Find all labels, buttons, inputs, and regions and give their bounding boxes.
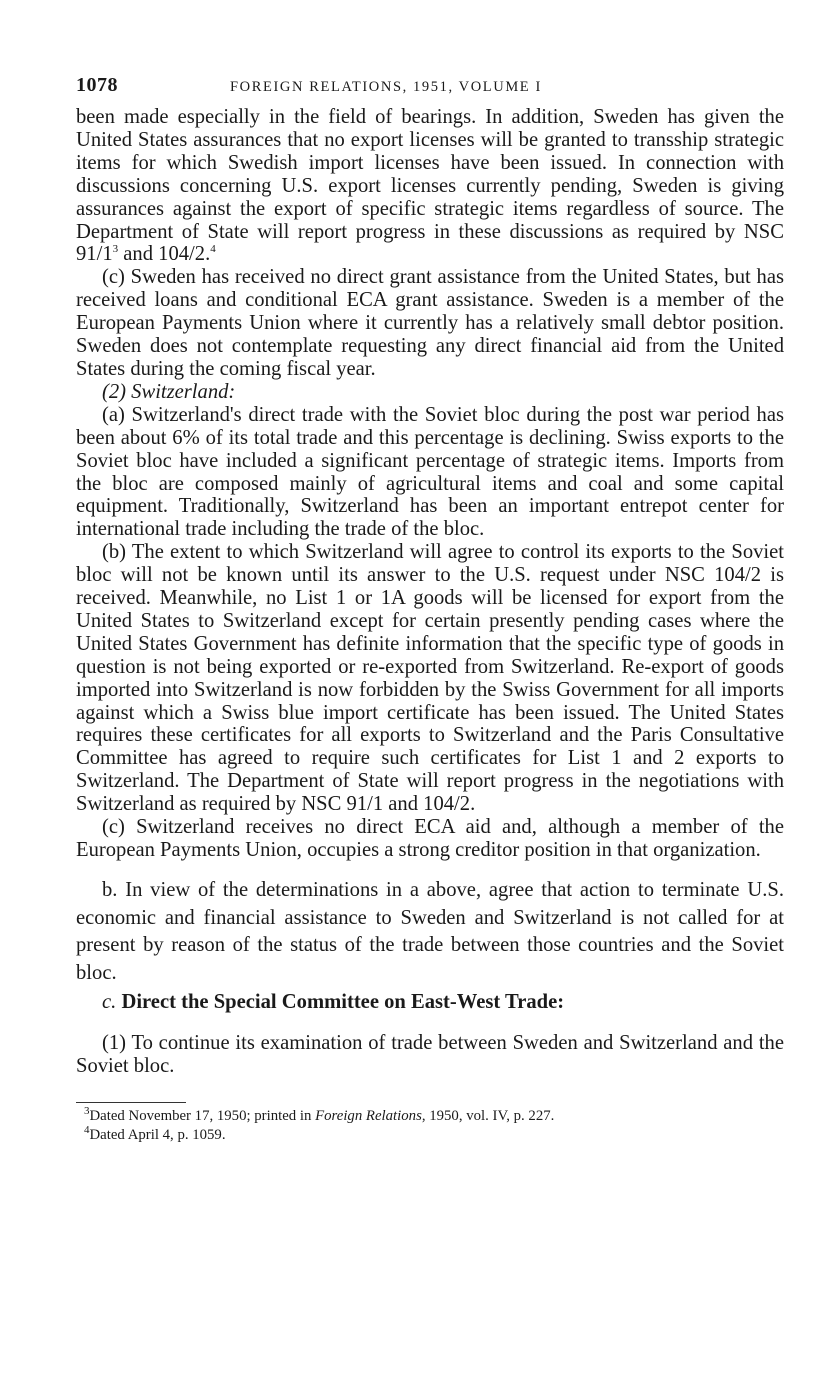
footnote-divider — [76, 1102, 186, 1103]
paragraph-text: and 104/2. — [118, 243, 211, 266]
body-text — [76, 106, 784, 1078]
paragraph-switzerland-controls: (b) The extent to which Switzerland will agree to control its exports to the Soviet bloc will not be known until its answer to the U.S. request under NSC 104/2 is received. Meanwhile, no List 1 or 1A goods will be licensed for export from the United States to Switzerland except for certain presently pending cases where the United States Government has definite information that the specific type of goods in question is not being exported or re-exported from Switzerland. Re-export of goods imported into Switzerland is now forbidden by the Swiss Government for all imports against which a Swiss blue import certificate has been issued. The United States requires these certificates for all exports to Switzerland and the Paris Consultative Committee has agreed to require such certificates for List 1 and 2 exports to Switzerland. The Department of State will report progress in the negotiations with Switzerland as required by NSC 91/1 and 104/2. — [76, 541, 784, 816]
running-title: FOREIGN RELATIONS, 1951, VOLUME I — [230, 79, 542, 95]
paragraph-text: been made especially in the field of bearings. In addition, Sweden has given the United States assurances that no export licenses will be granted to transship strategic items for which Swedish import licenses have been issued. In connection with discussions concerning U.S. export licenses currently pending, Sweden is giving assurances against the export of specific strategic items regardless of source. The Department of State will report progress in these discussions as required by NSC 91/1 — [76, 106, 784, 266]
footnote-text: Dated April 4, p. 1059. — [89, 1126, 226, 1143]
paragraph-directive-c — [76, 989, 784, 1017]
footnote-4 — [76, 1123, 784, 1145]
footnote-text: Dated November 17, 1950; printed in — [89, 1107, 316, 1124]
footnote-mark: 4 — [84, 1123, 90, 1136]
footnote-publication-title: Foreign Relations — [315, 1107, 422, 1124]
document-page — [76, 72, 784, 1145]
page-header — [76, 72, 784, 106]
footnote-ref-3: 3 — [112, 243, 119, 256]
page-number: 1078 — [76, 74, 118, 96]
paragraph-switzerland-assistance: (c) Switzerland receives no direct ECA aid and, although a member of the European Payments Union, occupies a strong creditor position in that organization. — [76, 816, 784, 861]
subheading-switzerland: (2) Switzerland: — [102, 380, 236, 403]
footnote-3 — [76, 1104, 784, 1126]
paragraph-continue-examination: (1) To continue its examination of trade between Sweden and Switzerland and the Soviet bloc. — [76, 1031, 784, 1077]
directive-letter: c. — [102, 991, 117, 1014]
footnote-mark: 3 — [84, 1104, 90, 1117]
directive-text: Direct the Special Committee on East-West Trade: — [116, 991, 565, 1014]
paragraph-sweden-assistance: (c) Sweden has received no direct grant assistance from the United States, but has received loans and conditional ECA grant assistance. Sweden is a member of the European Payments Union where it currently has a relatively small debtor position. Sweden does not contemplate requesting any direct financial aid from the United States during the coming fiscal year. — [76, 266, 784, 380]
paragraph-determination-b: b. In view of the determinations in a above, agree that action to terminate U.S. economic and financial assistance to Sweden and Switzerland is not called for at present by reason of the status of the trade between those countries and the Soviet bloc. — [76, 878, 784, 984]
paragraph-switzerland-trade: (a) Switzerland's direct trade with the Soviet bloc during the post war period has been about 6% of its total trade and this percentage is declining. Swiss exports to the Soviet bloc have included a significant percentage of strategic items. Imports from the bloc are composed mainly of agricultural items and coal and some capital equipment. Traditionally, Switzerland has been an important entrepot center for international trade including the trade of the bloc. — [76, 403, 784, 541]
footnote-text: , 1950, vol. IV, p. 227. — [421, 1107, 555, 1124]
footnotes — [76, 1104, 784, 1145]
paragraph-sweden-bearings — [76, 106, 784, 266]
footnote-ref-4: 4 — [210, 243, 216, 256]
